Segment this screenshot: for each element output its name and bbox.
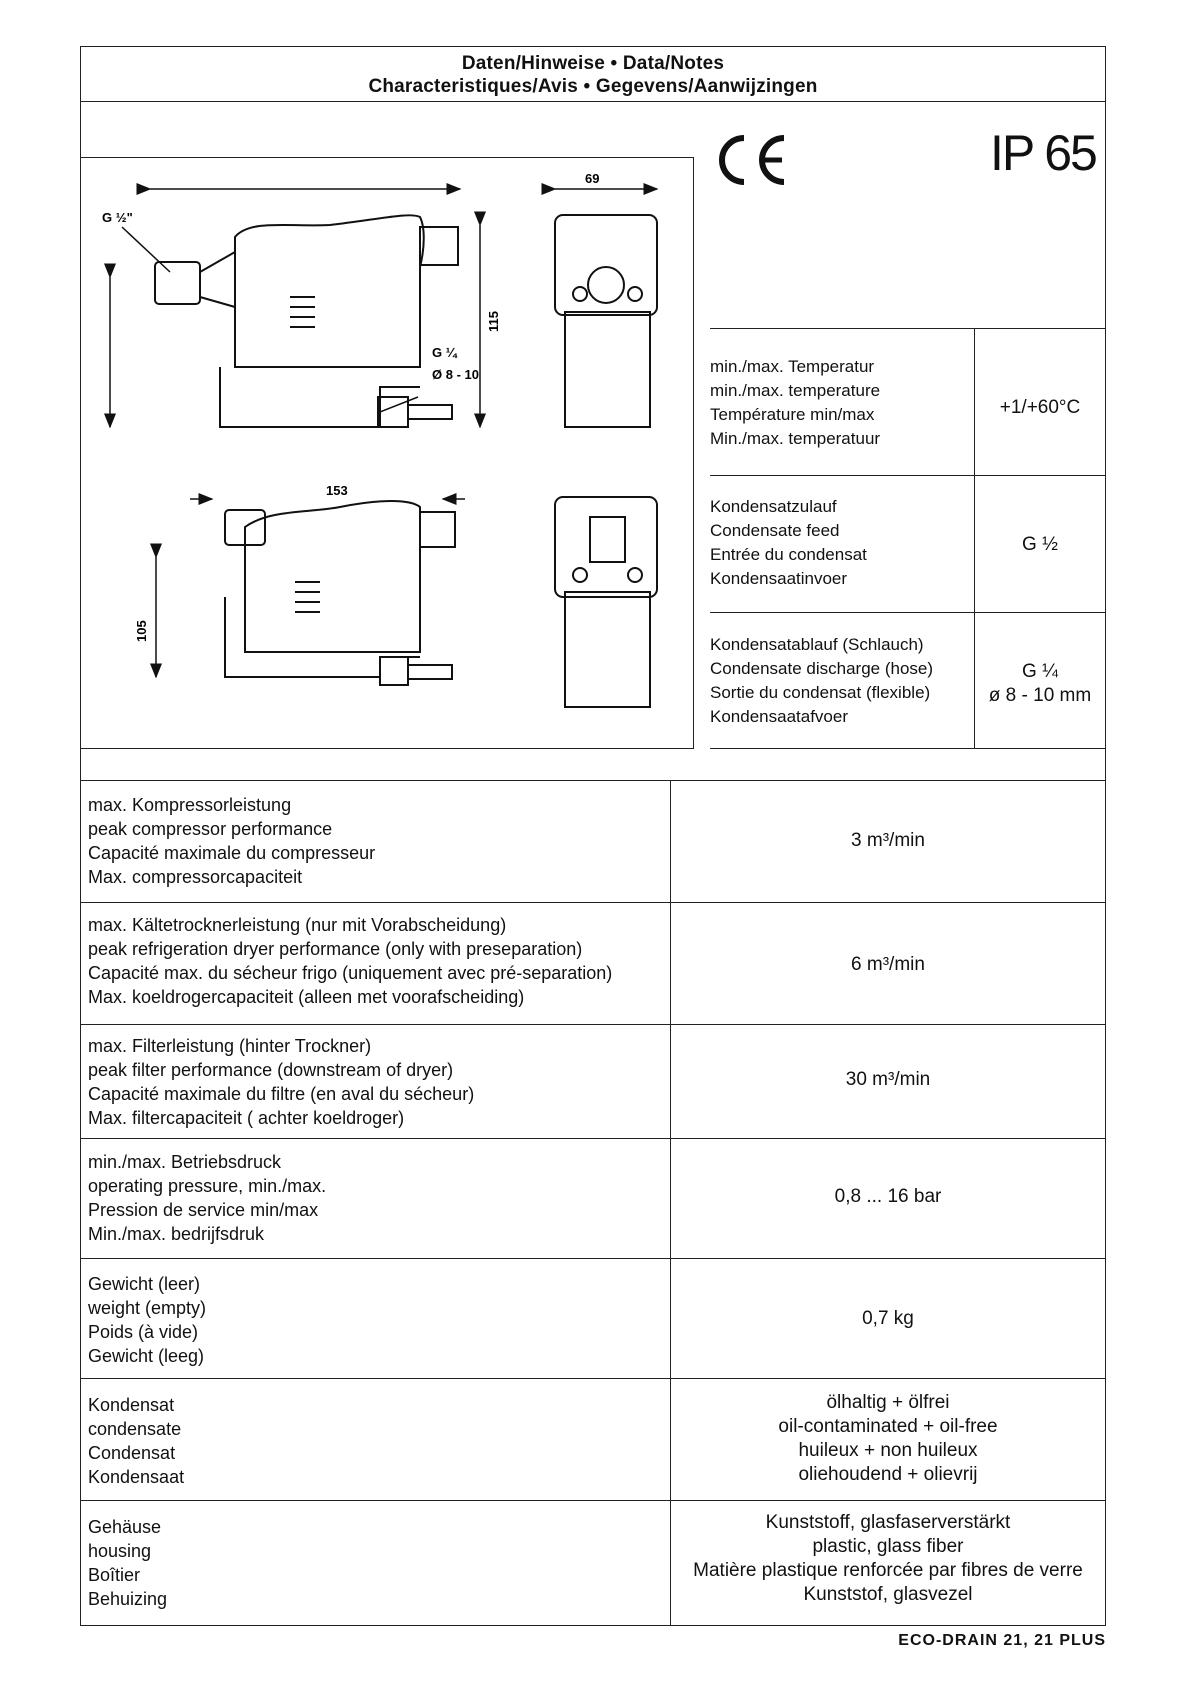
header-line-1: Daten/Hinweise • Data/Notes — [461, 53, 725, 74]
row-weight-value: 0,7 kg — [862, 1308, 914, 1329]
header-divider — [80, 101, 1106, 102]
row-dryer-value: 6 m³/min — [851, 954, 925, 975]
dim-height-115: 115 — [486, 311, 501, 332]
row-rule-2 — [80, 1024, 1106, 1025]
section-divider — [80, 780, 1106, 781]
row-filter-value: 30 m³/min — [845, 1069, 931, 1090]
header-line-2: Characteristiques/Avis • Gegevens/Aanwijzingen — [368, 76, 818, 97]
product-footer: ECO-DRAIN 21, 21 PLUS — [898, 1632, 1106, 1649]
outlet-thread-label: G ¼ — [432, 345, 457, 360]
spec-discharge-labels: Kondensatablauf (Schlauch) Condensate discharge (hose) Sortie du condensat (flexible) Kondensaatafvoer — [710, 635, 934, 726]
inlet-thread-label: G ½" — [102, 210, 133, 225]
row-weight-labels: Gewicht (leer) weight (empty) Poids (à vide) Gewicht (leeg) — [88, 1274, 207, 1366]
dim-width-69: 69 — [585, 171, 600, 186]
row-pressure-labels: min./max. Betriebsdruck operating pressure, min./max. Pression de service min/max Min./max. bedrijfsdruk — [88, 1152, 327, 1244]
row-pressure-value: 0,8 ... 16 bar — [834, 1186, 942, 1207]
front-view-top — [555, 215, 657, 427]
row-condensate-values: ölhaltig + ölfrei oil-contaminated + oil-free huileux + non huileux oliehoudend + olievrij — [778, 1392, 998, 1485]
row-condensate-labels: Kondensat condensate Condensat Kondensaat — [88, 1395, 185, 1487]
spec-temperature-value: +1/+60°C — [999, 397, 1081, 418]
dim-length-153: 153 — [326, 483, 348, 498]
front-view-bottom — [555, 497, 657, 707]
side-view-top — [155, 215, 458, 427]
spec-temperature-labels: min./max. Temperatur min./max. temperature Température min/max Min./max. temperatuur — [710, 357, 881, 448]
spec-rule-4 — [710, 748, 1106, 749]
spec-rule-2 — [710, 475, 1106, 476]
row-filter-labels: max. Filterleistung (hinter Trockner) peak filter performance (downstream of dryer) Capacité maximale du filtre (en aval du sécheur) Max. filtercapaciteit ( achter koeldroger) — [88, 1036, 475, 1128]
side-view-bottom — [225, 501, 455, 685]
row-compressor-labels: max. Kompressorleistung peak compressor performance Capacité maximale du compresseur Max. compressorcapaciteit — [88, 795, 376, 887]
row-housing-labels: Gehäuse housing Boîtier Behuizing — [88, 1517, 168, 1609]
row-compressor-value: 3 m³/min — [851, 830, 925, 851]
product-drawings — [80, 157, 694, 748]
dim-height-105: 105 — [134, 620, 149, 642]
ce-mark-icon — [712, 132, 792, 188]
row-housing-values: Kunststoff, glasfaserverstärkt plastic, glass fiber Matière plastique renforcée par fibres de verre Kunststof, glasvezel — [693, 1512, 1083, 1605]
spec-feed-labels: Kondensatzulauf Condensate feed Entrée du condensat Kondensaatinvoer — [710, 497, 867, 588]
hose-size-label: Ø 8 - 10 — [432, 367, 479, 382]
row-rule-4 — [80, 1258, 1106, 1259]
spec-rule-3 — [710, 612, 1106, 613]
spec-rule-1 — [710, 328, 1106, 329]
row-rule-1 — [80, 902, 1106, 903]
spec-feed-value: G ½ — [1022, 534, 1058, 555]
spec-discharge-value: G ¼ ø 8 - 10 mm — [988, 661, 1092, 706]
ip-rating: IP 65 — [990, 125, 1096, 181]
drawing-bottom-rule — [80, 748, 694, 749]
row-rule-5 — [80, 1378, 1106, 1379]
row-dryer-labels: max. Kältetrocknerleistung (nur mit Vorabscheidung) peak refrigeration dryer performance (only with preseparation) Capacité max. du sécheur frigo (uniquement avec pré-separation) Max. koeldrogercapaciteit (alleen met voorafscheiding) — [88, 915, 613, 1007]
row-rule-6 — [80, 1500, 1106, 1501]
row-rule-3 — [80, 1138, 1106, 1139]
